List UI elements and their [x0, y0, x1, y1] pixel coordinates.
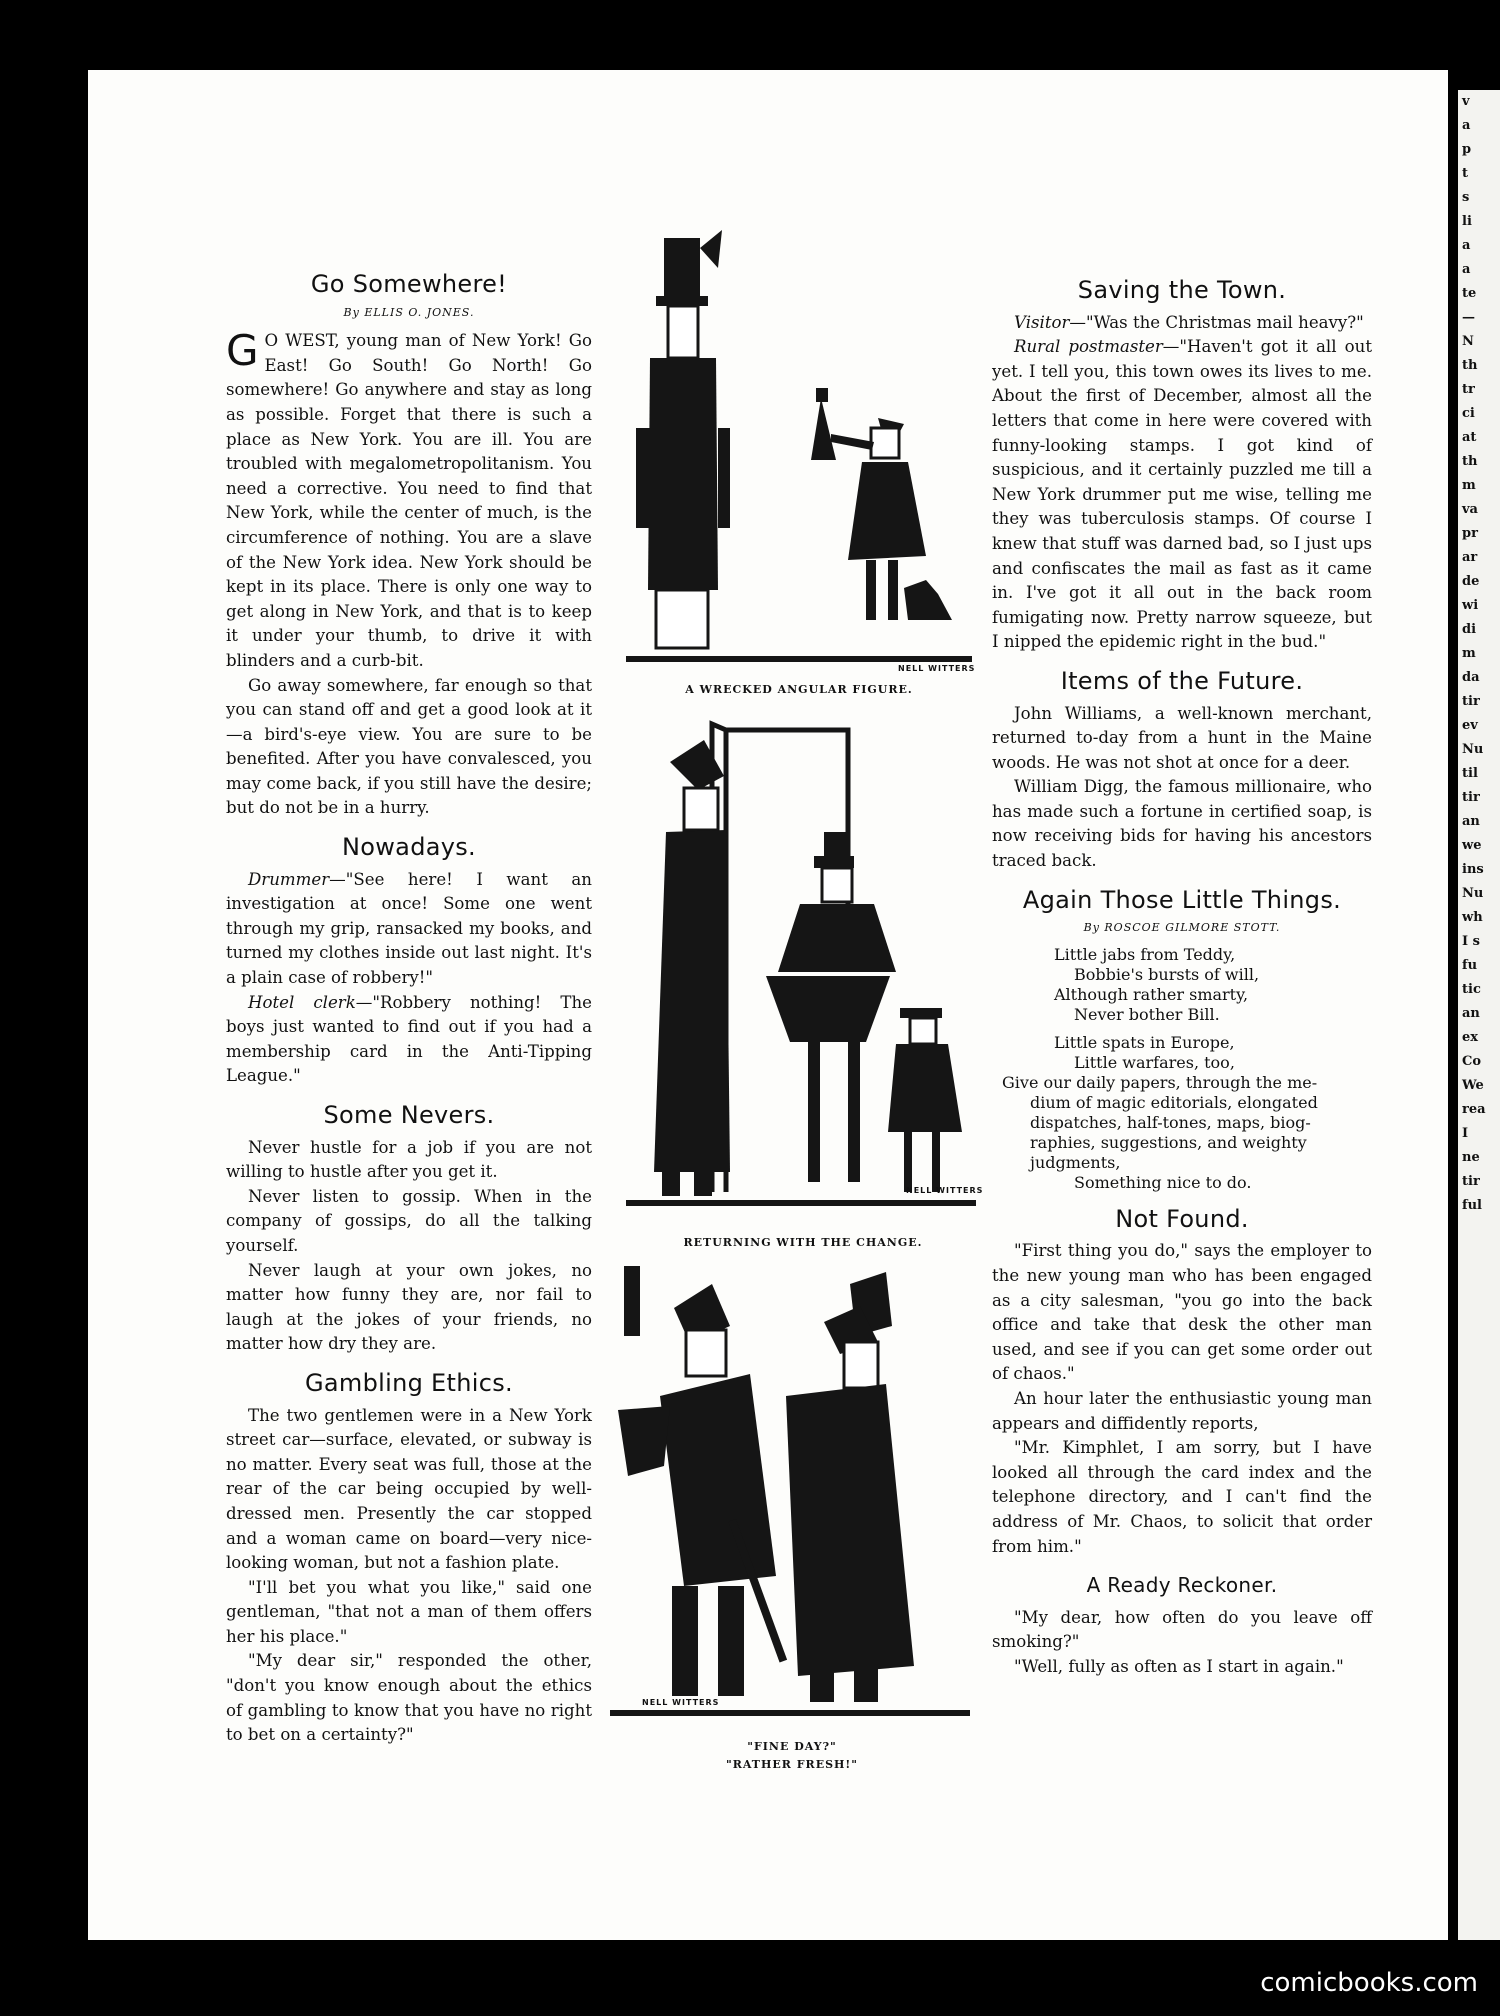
illustration-fine-day [610, 1266, 974, 1726]
next-page-text-fragment: th [1462, 454, 1478, 469]
caption-fine-day: "FINE DAY?" [747, 1740, 837, 1753]
next-page-text-fragment: tic [1462, 982, 1481, 997]
paragraph: John Williams, a well-known merchant, returned to-day from a hunt in the Maine woods. He was not shot at once for a deer. [992, 703, 1372, 772]
article-title-not-found: Not Found. [1115, 1204, 1249, 1233]
paragraph: "I'll bet you what you like," said one gentleman, "that not a man of them offers her his place." [226, 1577, 592, 1646]
next-page-text-fragment: ins [1462, 862, 1484, 877]
watermark: comicbooks.com [1260, 1968, 1478, 1998]
paragraph: Rural postmaster—"Haven't got it all out yet. I tell you, this town owes its lives to me. About the first of December, almost all the letters that come in here were covered with funny-looking stamps. I got kind of suspicious, and it certainly puzzled me till a New York drummer put me wise, telling me they was tuberculosis stamps. Of course I knew that stuff was darned bad, so I just ups and confiscates the mail as fast as it came in. I've got it all out in the back room fumigating now. Pretty narrow squeeze, but I nipped the epidemic right in the bud." [992, 337, 1372, 652]
poem-verse-2: Little spats in Europe, Little warfares, too, Give our daily papers, through the me- dium of magic editorials, elongated dispatches, half-tones, maps, biog- raphies, suggestions, and weighty judgments, Something nice to do. [1002, 1032, 1318, 1192]
next-page-text-fragment: an [1462, 814, 1480, 829]
article-title-nowadays: Nowadays. [342, 833, 476, 862]
article-title-go-somewhere: Go Somewhere! [310, 270, 508, 298]
right-column [992, 264, 1372, 1680]
next-page-text-fragment: tr [1462, 382, 1475, 397]
next-page-text-fragment: tir [1462, 790, 1480, 805]
next-page-text-fragment: We [1462, 1078, 1484, 1093]
next-page-text-fragment: wh [1462, 910, 1483, 925]
article-title-saving-the-town: Saving the Town. [1077, 276, 1287, 304]
paragraph: William Digg, the famous millionaire, who has made such a fortune in certified soap, is now receiving bids for having his ancestors traced back. [992, 777, 1372, 871]
paragraph: "First thing you do," says the employer to the new young man who has been engaged as a city salesman, "you go into the back office and take that desk the other man used, and see if you can get some order out of chaos." [992, 1241, 1372, 1384]
paragraph: An hour later the enthusiastic young man appears and diffidently reports, [992, 1389, 1372, 1433]
paragraph: Visitor—"Was the Christmas mail heavy?" [1014, 312, 1364, 332]
paragraph: "Well, fully as often as I start in again." [1014, 1656, 1344, 1676]
caption-rather-fresh: "RATHER FRESH!" [726, 1758, 858, 1771]
page-gutter [1448, 70, 1458, 1940]
next-page-edge [1458, 90, 1500, 1940]
artist-signature: NELL WITTERS [642, 1698, 720, 1707]
next-page-text-fragment: di [1462, 622, 1477, 637]
artist-signature: NELL WITTERS [906, 1186, 984, 1195]
next-page-text-fragment: N [1462, 334, 1474, 349]
next-page-text-fragment: te [1462, 286, 1477, 301]
paragraph: Never hustle for a job if you are not willing to hustle after you get it. [226, 1137, 592, 1182]
illustration-returning-with-change [626, 712, 980, 1212]
next-page-text-fragment: ar [1462, 550, 1478, 565]
next-page-text-fragment: I s [1462, 934, 1480, 949]
paragraph: G O WEST, young man of New York! Go East! Go South! Go North! Go somewhere! Go anywhere and stay as long as possible. Forget that there is such a place as New York. You are ill. You are troubled with megalometropolitanism. You need a corrective. You need to find that New York, while the center of much, is the circumference of nothing. You are a slave of the New York idea. New York should be kept in its place. There is only one way to get along in New York, and that is to keep it under your thumb, to drive it with blinders and a curb-bit. [226, 326, 592, 670]
next-page-text-fragment: Nu [1462, 886, 1484, 901]
next-page-text-fragment: an [1462, 1006, 1480, 1021]
next-page-text-fragment: th [1462, 358, 1478, 373]
next-page-text-fragment: til [1462, 766, 1478, 781]
next-page-text-fragment: a [1462, 118, 1471, 133]
next-page-text-fragment: ne [1462, 1150, 1480, 1165]
paragraph: Drummer—"See here! I want an investigation at once! Some one went through my grip, ransacked my books, and turned my clothes inside out last night. It's a plain case of robbery!" [226, 869, 592, 988]
next-page-text-fragment: s [1462, 190, 1470, 205]
next-page-text-fragment: de [1462, 574, 1480, 589]
next-page-text-fragment: pr [1462, 526, 1478, 541]
byline-roscoe-stott: By ROSCOE GILMORE STOTT. [1083, 921, 1281, 935]
article-title-items-of-the-future: Items of the Future. [1060, 666, 1304, 695]
next-page-text-fragment: a [1462, 238, 1471, 253]
byline-ellis-jones: By ELLIS O. JONES. [343, 305, 475, 319]
next-page-text-fragment: v [1462, 94, 1470, 109]
next-page-text-fragment: t [1462, 166, 1469, 181]
caption-wrecked-angular-figure: A WRECKED ANGULAR FIGURE. [685, 683, 913, 696]
next-page-text-fragment: fu [1462, 958, 1478, 973]
paragraph: "My dear sir," responded the other, "don't you know enough about the ethics of gambling to know that you have no right to bet on a certainty?" [226, 1651, 592, 1745]
next-page-text-fragment: a [1462, 262, 1471, 277]
paragraph: The two gentlemen were in a New York street car—surface, elevated, or subway is no matter. Every seat was full, those at the rear of the car being occupied by well-dressed men. Presently the car stopped and a woman came on board—very nice-looking woman, but not a fashion plate. [226, 1405, 592, 1573]
next-page-text-fragment: ev [1462, 718, 1478, 733]
poem-verse-1: Little jabs from Teddy, Bobbie's bursts of will, Although rather smarty, Never bother Bill. [1054, 944, 1260, 1024]
next-page-text-fragment: ful [1462, 1198, 1482, 1213]
caption-returning-with-change: RETURNING WITH THE CHANGE. [683, 1236, 923, 1249]
paragraph: Never listen to gossip. When in the company of gossips, do all the talking yourself. [226, 1186, 592, 1255]
next-page-text-fragment: ci [1462, 406, 1475, 421]
article-title-some-nevers: Some Nevers. [323, 1101, 495, 1129]
next-page-text-fragment: da [1462, 670, 1480, 685]
next-page-text-fragment: — [1462, 310, 1475, 325]
next-page-text-fragment: tir [1462, 1174, 1480, 1189]
drop-cap: G [226, 326, 259, 376]
artist-signature: NELL WITTERS [898, 664, 976, 673]
next-page-text-fragment: we [1462, 838, 1482, 853]
next-page-text-fragment: va [1462, 502, 1478, 517]
next-page-text-fragment: I [1462, 1126, 1469, 1141]
article-title-ready-reckoner: A Ready Reckoner. [1086, 1573, 1278, 1598]
next-page-text-fragment: at [1462, 430, 1477, 445]
next-page-text-fragment: tir [1462, 694, 1480, 709]
next-page-text-fragment: rea [1462, 1102, 1486, 1117]
next-page-text-fragment: li [1462, 214, 1472, 229]
paragraph: "My dear, how often do you leave off smoking?" [992, 1607, 1372, 1652]
illustration-wrecked-angular-figure [626, 228, 976, 674]
paragraph: Hotel clerk—"Robbery nothing! The boys just wanted to find out if you had a membership card in the Anti-Tipping League." [226, 992, 592, 1086]
paragraph: Never laugh at your own jokes, no matter how funny they are, nor fail to laugh at the jokes of your friends, no matter how dry they are. [226, 1260, 592, 1354]
article-title-again-those-little-things: Again Those Little Things. [1022, 885, 1342, 914]
next-page-text-fragment: p [1462, 142, 1472, 157]
paragraph: Go away somewhere, far enough so that you can stand off and get a good look at it—a bird's-eye view. You are sure to be benefited. After you have convalesced, you may come back, if you still have the desire; but do not be in a hurry. [226, 675, 592, 818]
article-title-gambling-ethics: Gambling Ethics. [305, 1368, 513, 1397]
next-page-text-fragment: Co [1462, 1054, 1482, 1069]
next-page-text-fragment: ex [1462, 1030, 1479, 1045]
paragraph: "Mr. Kimphlet, I am sorry, but I have looked all through the card index and the telephone directory, and I can't find the address of Mr. Chaos, to solicit that order from him." [992, 1438, 1372, 1556]
next-page-text-fragment: Nu [1462, 742, 1484, 757]
next-page-text-fragment: m [1462, 478, 1476, 493]
left-column [226, 258, 592, 1748]
next-page-text-fragment: m [1462, 646, 1476, 661]
next-page-text-fragment: wi [1462, 598, 1479, 613]
